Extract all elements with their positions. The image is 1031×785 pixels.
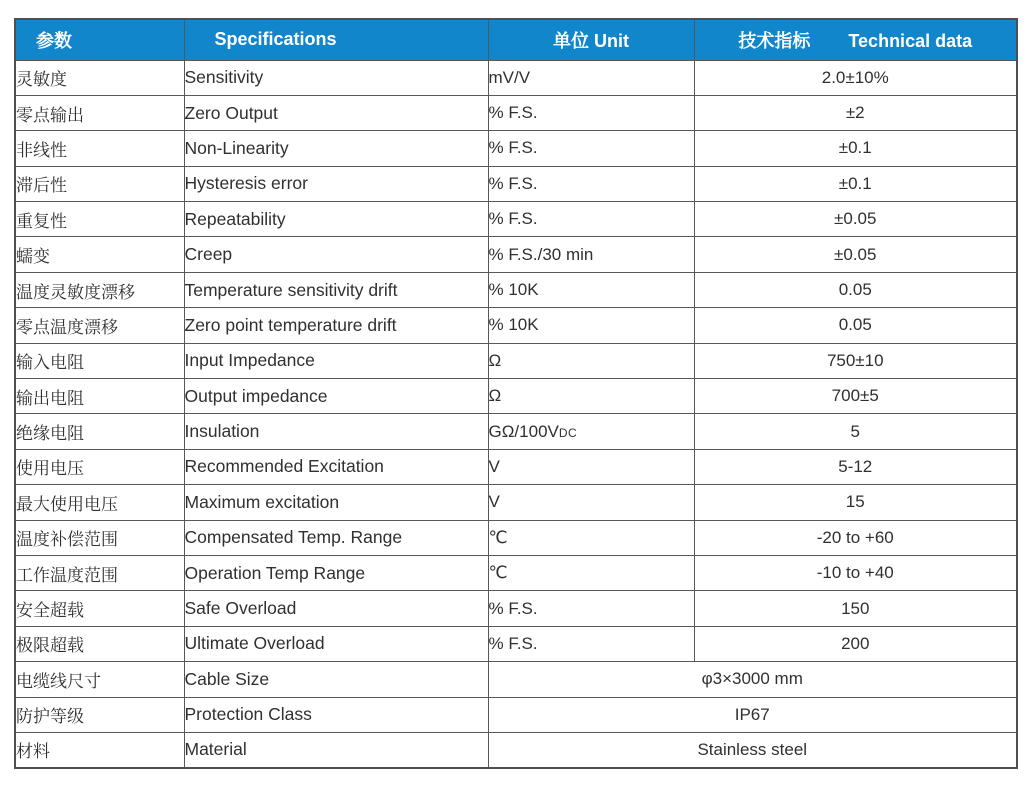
param-name-zh: 输出电阻: [15, 379, 184, 414]
table-header: [15, 19, 1017, 60]
merged-value-cell: φ3×3000 mm: [488, 662, 1017, 697]
spec-row: [15, 343, 1017, 378]
param-name-zh: 输入电阻: [15, 343, 184, 378]
param-name-zh: 温度补偿范围: [15, 520, 184, 555]
param-name-zh: 极限超载: [15, 626, 184, 661]
technical-data-cell: ±2: [694, 95, 1017, 130]
unit-cell: % 10K: [488, 272, 694, 307]
technical-data-cell: -20 to +60: [694, 520, 1017, 555]
unit-cell: ℃: [488, 520, 694, 555]
technical-data-cell: 2.0±10%: [694, 60, 1017, 95]
param-name-zh: 最大使用电压: [15, 485, 184, 520]
unit-cell: % F.S.: [488, 591, 694, 626]
spec-name-en: Creep: [184, 237, 488, 272]
header-row: [15, 19, 1017, 60]
spec-row: [15, 485, 1017, 520]
spec-row: [15, 732, 1017, 768]
spec-name-en: Zero Output: [184, 95, 488, 130]
spec-row: [15, 95, 1017, 130]
spec-row: [15, 591, 1017, 626]
specifications-table-container: [14, 18, 1016, 769]
spec-row: [15, 202, 1017, 237]
technical-data-cell: 5-12: [694, 449, 1017, 484]
spec-name-en: Safe Overload: [184, 591, 488, 626]
unit-text: GΩ/100V: [488, 421, 559, 441]
technical-data-cell: 750±10: [694, 343, 1017, 378]
spec-row: [15, 308, 1017, 343]
technical-data-cell: 15: [694, 485, 1017, 520]
unit-cell: [488, 414, 694, 449]
spec-name-en: Hysteresis error: [184, 166, 488, 201]
unit-cell: % 10K: [488, 308, 694, 343]
unit-cell: % F.S.: [488, 202, 694, 237]
spec-row: [15, 697, 1017, 732]
technical-data-cell: 150: [694, 591, 1017, 626]
header-param-zh: 参数: [15, 19, 184, 60]
spec-row: [15, 166, 1017, 201]
technical-data-cell: 200: [694, 626, 1017, 661]
spec-row: [15, 272, 1017, 307]
spec-name-en: Cable Size: [184, 662, 488, 697]
param-name-zh: 温度灵敏度漂移: [15, 272, 184, 307]
spec-name-en: Input Impedance: [184, 343, 488, 378]
table-body: [15, 60, 1017, 768]
param-name-zh: 电缆线尺寸: [15, 662, 184, 697]
technical-data-cell: ±0.1: [694, 166, 1017, 201]
header-tech-en: Technical data: [848, 30, 973, 51]
unit-cell: V: [488, 485, 694, 520]
merged-value-cell: Stainless steel: [488, 732, 1017, 768]
unit-cell: Ω: [488, 379, 694, 414]
unit-subscript: DC: [558, 425, 578, 440]
technical-data-cell: ±0.05: [694, 202, 1017, 237]
param-name-zh: 重复性: [15, 202, 184, 237]
unit-cell: % F.S.: [488, 626, 694, 661]
spec-name-en: Recommended Excitation: [184, 449, 488, 484]
header-specifications: Specifications: [184, 19, 488, 60]
spec-name-en: Material: [184, 732, 488, 768]
spec-name-en: Sensitivity: [184, 60, 488, 95]
param-name-zh: 工作温度范围: [15, 555, 184, 590]
param-name-zh: 使用电压: [15, 449, 184, 484]
param-name-zh: 绝缘电阻: [15, 414, 184, 449]
unit-cell: mV/V: [488, 60, 694, 95]
spec-row: [15, 626, 1017, 661]
param-name-zh: 防护等级: [15, 697, 184, 732]
spec-name-en: Operation Temp Range: [184, 555, 488, 590]
param-name-zh: 非线性: [15, 131, 184, 166]
param-name-zh: 材料: [15, 732, 184, 768]
unit-cell: % F.S./30 min: [488, 237, 694, 272]
spec-name-en: Ultimate Overload: [184, 626, 488, 661]
technical-data-cell: -10 to +40: [694, 555, 1017, 590]
param-name-zh: 滞后性: [15, 166, 184, 201]
unit-cell: % F.S.: [488, 95, 694, 130]
technical-data-cell: 700±5: [694, 379, 1017, 414]
technical-data-cell: ±0.1: [694, 131, 1017, 166]
spec-row: [15, 379, 1017, 414]
spec-row: [15, 449, 1017, 484]
spec-name-en: Maximum excitation: [184, 485, 488, 520]
technical-data-cell: ±0.05: [694, 237, 1017, 272]
param-name-zh: 安全超载: [15, 591, 184, 626]
merged-value-cell: IP67: [488, 697, 1017, 732]
spec-row: [15, 237, 1017, 272]
spec-row: [15, 520, 1017, 555]
param-name-zh: 零点温度漂移: [15, 308, 184, 343]
spec-name-en: Compensated Temp. Range: [184, 520, 488, 555]
unit-cell: ℃: [488, 555, 694, 590]
spec-name-en: Non-Linearity: [184, 131, 488, 166]
header-tech-zh: 技术指标: [738, 30, 811, 51]
header-unit: 单位 Unit: [488, 19, 694, 60]
spec-row: [15, 131, 1017, 166]
spec-name-en: Temperature sensitivity drift: [184, 272, 488, 307]
spec-name-en: Output impedance: [184, 379, 488, 414]
spec-row: [15, 555, 1017, 590]
param-name-zh: 蠕变: [15, 237, 184, 272]
spec-row: [15, 414, 1017, 449]
spec-name-en: Protection Class: [184, 697, 488, 732]
unit-cell: % F.S.: [488, 131, 694, 166]
technical-data-cell: 0.05: [694, 272, 1017, 307]
param-name-zh: 灵敏度: [15, 60, 184, 95]
spec-name-en: Insulation: [184, 414, 488, 449]
spec-name-en: Repeatability: [184, 202, 488, 237]
spec-row: [15, 60, 1017, 95]
technical-data-cell: 5: [694, 414, 1017, 449]
spec-row: [15, 662, 1017, 697]
header-technical-data: [694, 19, 1017, 60]
unit-cell: Ω: [488, 343, 694, 378]
spec-name-en: Zero point temperature drift: [184, 308, 488, 343]
param-name-zh: 零点输出: [15, 95, 184, 130]
technical-data-cell: 0.05: [694, 308, 1017, 343]
unit-cell: % F.S.: [488, 166, 694, 201]
specifications-table: [14, 18, 1018, 769]
unit-cell: V: [488, 449, 694, 484]
